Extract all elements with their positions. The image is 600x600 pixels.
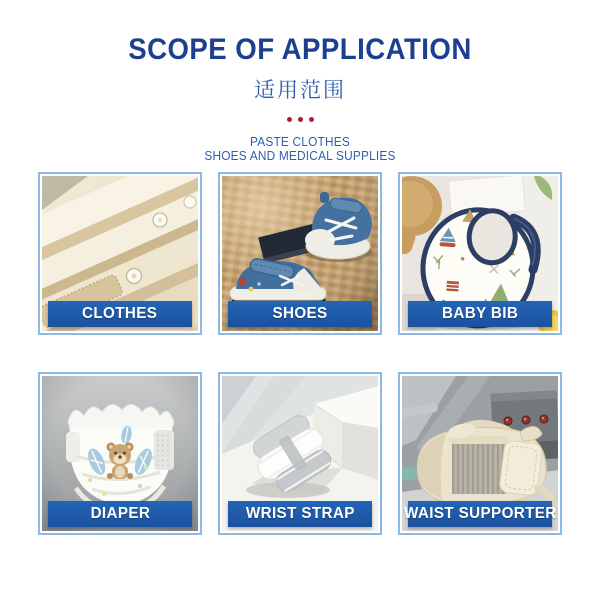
tile-wrist-strap	[218, 372, 382, 535]
tile-shoes	[218, 172, 382, 335]
page-subtitle-chinese: 适用范围	[254, 79, 346, 102]
tile-label: WAIST SUPPORTER	[403, 505, 557, 522]
red-dot-icon	[309, 117, 314, 122]
tile-label: WRIST STRAP	[245, 505, 355, 522]
label-bar-diaper	[48, 501, 192, 527]
divider-dots	[0, 117, 600, 122]
tile-clothes	[38, 172, 202, 335]
application-grid	[38, 172, 562, 535]
tile-diaper	[38, 372, 202, 535]
tile-label: BABY BIB	[441, 305, 519, 322]
tagline-line-2: SHOES AND MEDICAL SUPPLIES	[204, 149, 396, 163]
label-bar-clothes	[48, 301, 192, 327]
tagline-line-1: PASTE CLOTHES	[250, 135, 350, 149]
label-bar-waist-supporter	[403, 501, 557, 527]
header	[0, 0, 600, 163]
tile-label: SHOES	[272, 305, 328, 322]
label-bar-baby-bib	[408, 301, 552, 327]
label-bar-wrist-strap	[228, 501, 372, 527]
tile-waist-supporter	[398, 372, 562, 535]
tile-label: DIAPER	[90, 505, 150, 522]
tile-baby-bib	[398, 172, 562, 335]
page-title: SCOPE OF APPLICATION	[128, 33, 472, 66]
tile-label: CLOTHES	[82, 305, 158, 322]
red-dot-icon	[287, 117, 292, 122]
label-bar-shoes	[228, 301, 372, 327]
red-dot-icon	[298, 117, 303, 122]
